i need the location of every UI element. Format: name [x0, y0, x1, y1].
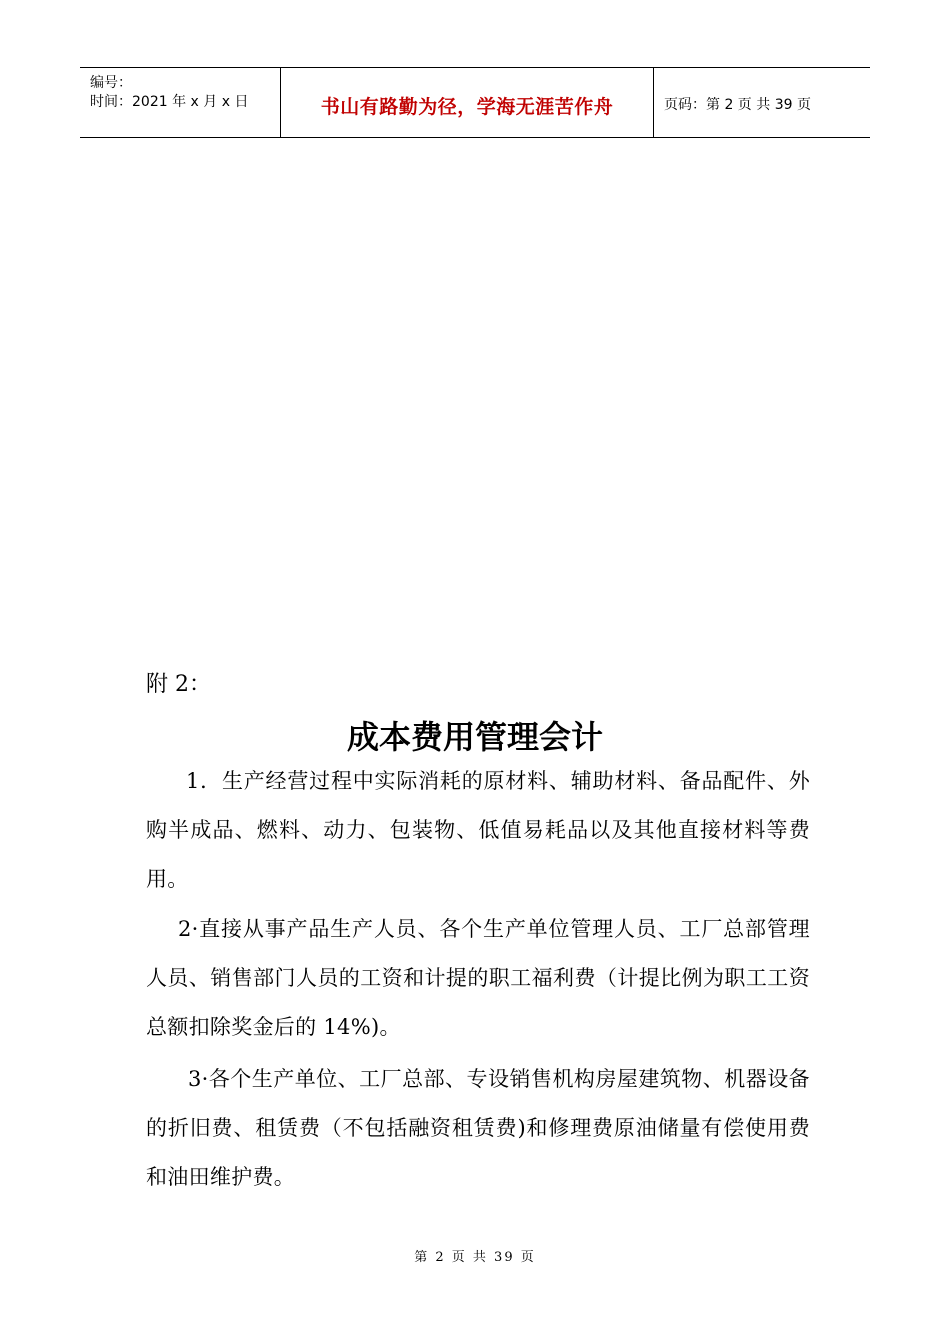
- header-motto: 书山有路勤为径，学海无涯苦作舟: [320, 96, 614, 118]
- document-number-label: 编号：: [90, 75, 132, 91]
- document-time-label: 时间：2021 年 x 月 x 日: [90, 94, 249, 110]
- appendix-label: 附 2：: [146, 672, 211, 697]
- paragraph-1: 1．生产经营过程中实际消耗的原材料、辅助材料、备品配件、外购半成品、燃料、动力、包装物、低值易耗品以及其他直接材料等费用。: [146, 769, 810, 891]
- header-meta-cell: [80, 68, 281, 137]
- header-motto-cell: [281, 68, 654, 137]
- header-page-info: 页码：第 2 页 共 39 页: [664, 97, 811, 113]
- page-footer: 第 2 页 共 39 页: [414, 1250, 536, 1265]
- paragraph-2: 2·直接从事产品生产人员、各个生产单位管理人员、工厂总部管理人员、销售部门人员的工资和计提的职工福利费（计提比例为职工工资总额扣除奖金后的 14%)。: [146, 917, 810, 1039]
- page-header: [80, 67, 870, 138]
- header-page-cell: [654, 68, 870, 137]
- document-title: 成本费用管理会计: [346, 718, 603, 756]
- paragraph-3: 3·各个生产单位、工厂总部、专设销售机构房屋建筑物、机器设备的折旧费、租赁费（不包括融资租赁费)和修理费原油储量有偿使用费和油田维护费。: [146, 1067, 810, 1189]
